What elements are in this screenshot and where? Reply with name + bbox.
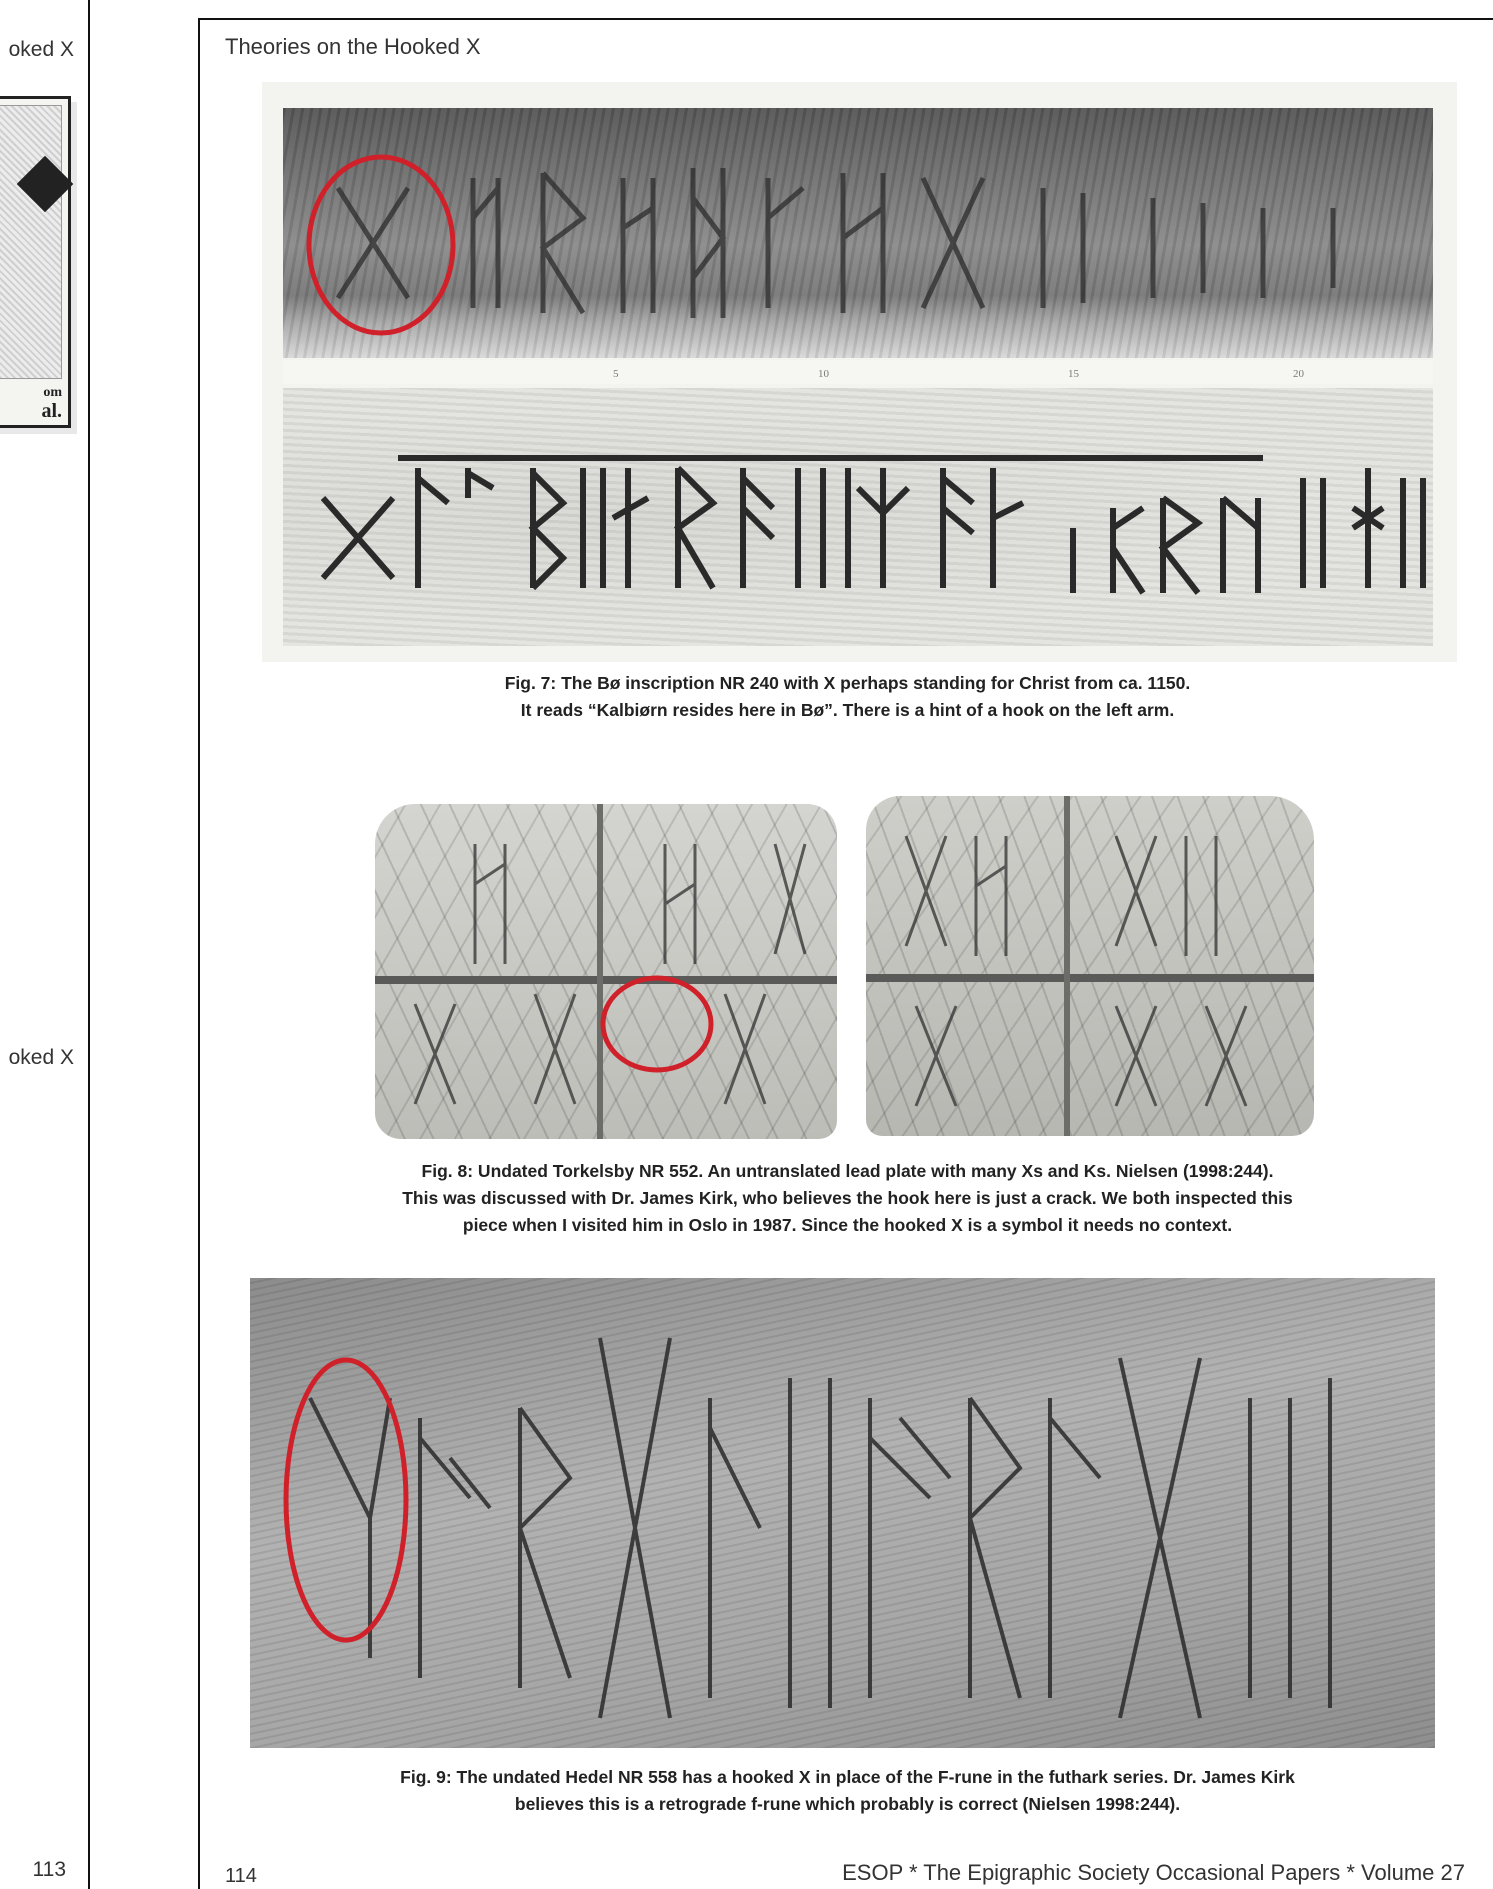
diamond-ornament-icon [17,156,74,213]
left-figure-frame [0,96,71,428]
fig8-caption-line3: piece when I visited him in Oslo in 1987. Since the hooked X is a symbol it needs no context. [462,1215,1233,1235]
fig7-lower-runes [283,388,1433,646]
fig8-left-runes [375,804,837,1139]
fig7-photo-lower [283,388,1433,646]
left-running-head-bottom: oked X [8,1046,74,1069]
right-page-number: 114 [225,1865,257,1887]
left-page-fragment [0,0,90,1889]
fig8-caption [200,1158,1493,1239]
fig9-runes [250,1278,1435,1748]
fig8-plate-right [866,796,1314,1136]
fig8-caption-line2: This was discussed with Dr. James Kirk, who believes the hook here is just a crack. We both inspected this [402,1188,1293,1208]
fig7-scale-mark: 5 [613,368,619,380]
left-running-head-top: oked X [8,38,74,61]
fig7-scale-mark: 20 [1293,368,1304,380]
right-page [198,18,1493,1889]
fig7-scale-mark: 15 [1068,368,1079,380]
fig9-photo [250,1278,1435,1748]
fig7-highlight-circle [309,157,453,333]
fig7-scale-bar [283,360,1433,384]
fig8-highlight-circle [603,978,711,1070]
running-head: Theories on the Hooked X [225,34,481,59]
fig7-caption-line1: Fig. 7: The Bø inscription NR 240 with X perhaps standing for Christ from ca. 1150. [504,673,1191,693]
fig9-caption-line2: believes this is a retrograde f-rune which probably is correct (Nielsen 1998:244). [514,1794,1181,1814]
fig7-scale-mark: 10 [818,368,829,380]
left-figure-caption-line2: al. [41,400,62,422]
fig7-photo-upper [283,108,1433,358]
fig9-caption [200,1764,1493,1818]
fig7-caption [200,670,1493,724]
left-figure-caption-line1: om [43,385,62,400]
fig7-caption-line2: It reads “Kalbiørn resides here in Bø”. There is a hint of a hook on the left arm. [520,700,1175,720]
fig9-highlight-circle [286,1360,406,1640]
journal-footer: ESOP * The Epigraphic Society Occasional Papers * Volume 27 [842,1860,1465,1885]
fig7-upper-runes [283,108,1433,358]
fig8-caption-line1: Fig. 8: Undated Torkelsby NR 552. An untranslated lead plate with many Xs and Ks. Nielsen (1998:244). [421,1161,1274,1181]
fig8-right-runes [866,796,1314,1136]
fig9-caption-line1: Fig. 9: The undated Hedel NR 558 has a hooked X in place of the F-rune in the futhark series. Dr. James Kirk [400,1767,1295,1787]
fig8-plate-left [375,804,837,1139]
left-page-number: 113 [32,1858,66,1881]
left-figure-image [0,105,62,379]
